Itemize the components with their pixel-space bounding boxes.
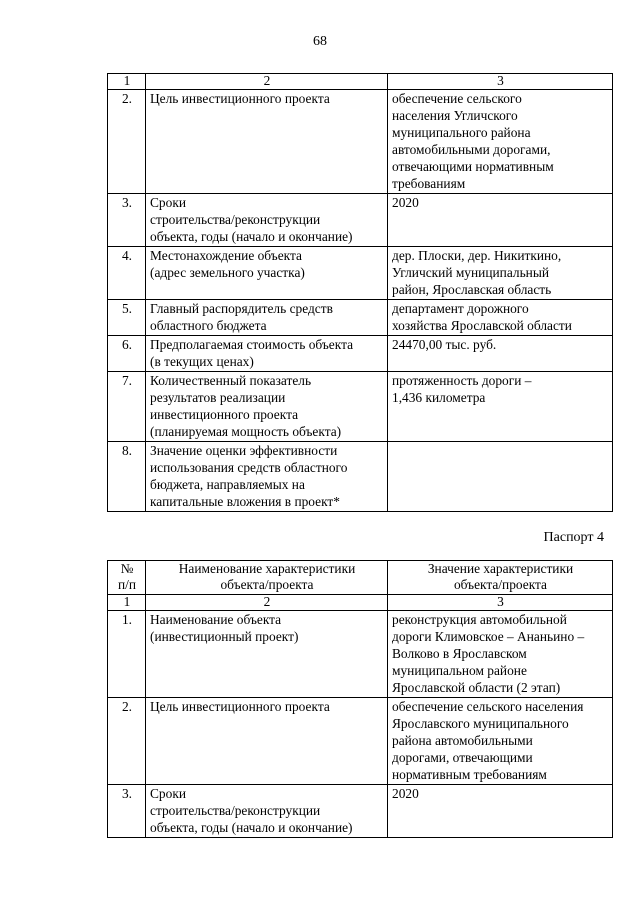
characteristic-name-line: Сроки bbox=[150, 786, 186, 801]
header-value-line: объекта/проекта bbox=[453, 577, 547, 592]
column-index-2: 2 bbox=[146, 595, 388, 611]
characteristic-value-line: дороги Климовское – Ананьино – bbox=[392, 629, 585, 644]
header-row bbox=[108, 561, 613, 595]
table-row bbox=[108, 372, 613, 442]
characteristic-name-line: Цель инвестиционного проекта bbox=[150, 91, 330, 106]
characteristic-name-line: Цель инвестиционного проекта bbox=[150, 699, 330, 714]
row-number: 3. bbox=[108, 785, 146, 838]
row-number: 3. bbox=[108, 194, 146, 247]
characteristic-name-line: строительства/реконструкции bbox=[150, 212, 321, 227]
characteristic-name-line: (инвестиционный проект) bbox=[150, 629, 299, 644]
header-name-line: объекта/проекта bbox=[220, 577, 314, 592]
characteristic-value-line: дер. Плоски, дер. Никиткино, bbox=[392, 248, 562, 263]
characteristic-value-line: отвечающими нормативным bbox=[392, 159, 554, 174]
column-index-1: 1 bbox=[108, 74, 146, 90]
characteristic-name-line: Главный распорядитель средств bbox=[150, 301, 333, 316]
column-index-3: 3 bbox=[388, 595, 613, 611]
header-number-line: № bbox=[120, 561, 134, 576]
characteristic-name-line: использования средств областного bbox=[150, 460, 348, 475]
characteristic-value-line: реконструкция автомобильной bbox=[392, 612, 567, 627]
row-number: 2. bbox=[108, 90, 146, 194]
row-number: 1. bbox=[108, 611, 146, 698]
table-row bbox=[108, 336, 613, 372]
characteristic-value-line: хозяйства Ярославской области bbox=[392, 318, 572, 333]
table-row bbox=[108, 194, 613, 247]
page-number: 68 bbox=[313, 34, 327, 49]
characteristic-name bbox=[146, 194, 388, 247]
characteristic-value-line: Ярославского муниципального bbox=[392, 716, 569, 731]
characteristic-value-line: Угличский муниципальный bbox=[392, 265, 550, 280]
characteristic-name-line: инвестиционного проекта bbox=[150, 407, 299, 422]
characteristic-value-line: протяженность дороги – bbox=[392, 373, 532, 388]
characteristic-value-line: нормативным требованиям bbox=[392, 767, 547, 782]
table-row bbox=[108, 300, 613, 336]
column-index-2: 2 bbox=[146, 74, 388, 90]
row-number: 2. bbox=[108, 698, 146, 785]
characteristic-name-line: капитальные вложения в проект* bbox=[150, 494, 340, 509]
row-number: 4. bbox=[108, 247, 146, 300]
passport-3-table bbox=[107, 73, 613, 512]
characteristic-value bbox=[388, 372, 613, 442]
column-index-3: 3 bbox=[388, 74, 613, 90]
characteristic-value-line: Ярославской области (2 этап) bbox=[392, 680, 561, 695]
characteristic-name-line: Значение оценки эффективности bbox=[150, 443, 338, 458]
characteristic-value-line: требованиям bbox=[392, 176, 466, 191]
row-number: 8. bbox=[108, 442, 146, 512]
passport-4-label: Паспорт 4 bbox=[543, 530, 604, 545]
characteristic-name-line: Местонахождение объекта bbox=[150, 248, 302, 263]
table-row bbox=[108, 90, 613, 194]
characteristic-value-line: автомобильными дорогами, bbox=[392, 142, 551, 157]
passport-4-table bbox=[107, 560, 613, 838]
column-index-1: 1 bbox=[108, 595, 146, 611]
characteristic-name-line: Предполагаемая стоимость объекта bbox=[150, 337, 354, 352]
characteristic-value-line: 2020 bbox=[392, 786, 419, 801]
table-row bbox=[108, 611, 613, 698]
characteristic-name bbox=[146, 247, 388, 300]
characteristic-value-line: обеспечение сельского bbox=[392, 91, 522, 106]
characteristic-value-line: обеспечение сельского населения bbox=[392, 699, 584, 714]
header-value bbox=[388, 561, 613, 595]
table-row bbox=[108, 785, 613, 838]
table-row bbox=[108, 247, 613, 300]
characteristic-name bbox=[146, 336, 388, 372]
characteristic-value bbox=[388, 611, 613, 698]
characteristic-value bbox=[388, 336, 613, 372]
characteristic-name-line: Сроки bbox=[150, 195, 186, 210]
header-name bbox=[146, 561, 388, 595]
characteristic-value-line: 2020 bbox=[392, 195, 419, 210]
characteristic-name bbox=[146, 300, 388, 336]
characteristic-name-line: объекта, годы (начало и окончание) bbox=[150, 820, 353, 835]
table-row bbox=[108, 442, 613, 512]
characteristic-name-line: (адрес земельного участка) bbox=[150, 265, 305, 280]
table-row bbox=[108, 698, 613, 785]
column-index-row bbox=[108, 595, 613, 611]
header-number bbox=[108, 561, 146, 595]
characteristic-name-line: результатов реализации bbox=[150, 390, 286, 405]
characteristic-value bbox=[388, 194, 613, 247]
header-value-line: Значение характеристики bbox=[427, 561, 574, 576]
characteristic-name bbox=[146, 785, 388, 838]
header-name-line: Наименование характеристики bbox=[178, 561, 356, 576]
passport-3-table-body bbox=[108, 74, 613, 512]
passport-4-table-body bbox=[108, 561, 613, 838]
characteristic-name bbox=[146, 698, 388, 785]
column-index-row bbox=[108, 74, 613, 90]
characteristic-name bbox=[146, 372, 388, 442]
characteristic-name bbox=[146, 611, 388, 698]
characteristic-name bbox=[146, 90, 388, 194]
row-number: 7. bbox=[108, 372, 146, 442]
characteristic-name-line: строительства/реконструкции bbox=[150, 803, 321, 818]
characteristic-name-line: объекта, годы (начало и окончание) bbox=[150, 229, 353, 244]
characteristic-value bbox=[388, 90, 613, 194]
characteristic-value-line: 24470,00 тыс. руб. bbox=[392, 337, 497, 352]
characteristic-value bbox=[388, 247, 613, 300]
characteristic-value-line: 1,436 километра bbox=[392, 390, 486, 405]
characteristic-value bbox=[388, 300, 613, 336]
characteristic-name-line: Наименование объекта bbox=[150, 612, 282, 627]
characteristic-value bbox=[388, 698, 613, 785]
characteristic-value bbox=[388, 785, 613, 838]
characteristic-value-line: населения Угличского bbox=[392, 108, 518, 123]
row-number: 5. bbox=[108, 300, 146, 336]
characteristic-value-line: дорогами, отвечающими bbox=[392, 750, 533, 765]
characteristic-name-line: Количественный показатель bbox=[150, 373, 312, 388]
characteristic-value-line: департамент дорожного bbox=[392, 301, 529, 316]
characteristic-name bbox=[146, 442, 388, 512]
characteristic-name-line: бюджета, направляемых на bbox=[150, 477, 305, 492]
characteristic-value-line: района автомобильными bbox=[392, 733, 533, 748]
header-number-line: п/п bbox=[117, 577, 137, 592]
characteristic-name-line: (в текущих ценах) bbox=[150, 354, 254, 369]
characteristic-value-line: муниципальном районе bbox=[392, 663, 527, 678]
characteristic-name-line: областного бюджета bbox=[150, 318, 267, 333]
characteristic-name-line: (планируемая мощность объекта) bbox=[150, 424, 342, 439]
row-number: 6. bbox=[108, 336, 146, 372]
characteristic-value-line: район, Ярославская область bbox=[392, 282, 552, 297]
characteristic-value bbox=[388, 442, 613, 512]
characteristic-value-line: муниципального района bbox=[392, 125, 531, 140]
characteristic-value-line: Волково в Ярославском bbox=[392, 646, 527, 661]
